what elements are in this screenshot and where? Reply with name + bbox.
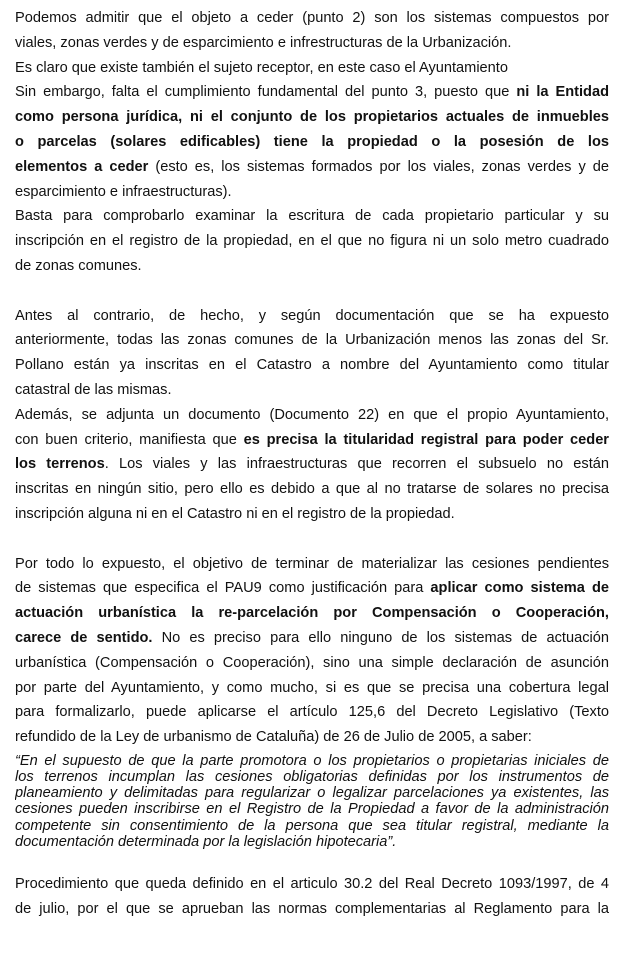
text-normal: con buen criterio, manifiesta que bbox=[15, 431, 244, 448]
text-normal: . Los viales y las infraestructuras que recorren el subsuelo no están bbox=[104, 456, 609, 473]
text-line: inscripción en el registro de la propiedad, en el que no figura ni un solo metro cuadrado bbox=[15, 233, 609, 250]
text-line: inscritas en ningún sitio, pero ello es debido a que al no tratarse de solares no precisa bbox=[15, 481, 609, 498]
text-normal: de sistemas que especifica el PAU9 como justificación para bbox=[15, 580, 431, 597]
text-line bbox=[15, 428, 609, 453]
text-line: Pollano están ya inscritas en el Catastro a nombre del Ayuntamiento como titular bbox=[15, 357, 609, 374]
text-line: Por todo lo expuesto, el objetivo de terminar de materializar las cesiones pendientes bbox=[15, 555, 609, 572]
text-bold: aplicar como sistema de bbox=[430, 580, 609, 597]
text-bold: ni la Entidad bbox=[516, 84, 609, 101]
quote-line: competente sin consentimiento de la persona que sea titular registral, mediante la bbox=[15, 817, 609, 834]
text-line bbox=[15, 105, 609, 130]
paragraph-gap bbox=[15, 279, 609, 304]
text-bold: como persona jurídica, ni el conjunto de los propietarios actuales de inmuebles bbox=[15, 109, 609, 126]
text-line: Además, se adjunta un documento (Documento 22) en que el propio Ayuntamiento, bbox=[15, 406, 609, 423]
text-bold: es precisa la titularidad registral para poder ceder bbox=[243, 431, 609, 448]
text-line: por parte del Ayuntamiento, y como mucho, si es que se precisa una cobertura legal bbox=[15, 679, 609, 696]
text-bold: los terrenos bbox=[15, 456, 105, 473]
text-line: inscripción alguna ni en el Catastro ni en el registro de la propiedad. bbox=[15, 505, 455, 522]
quote-line: los terrenos incumplan las cesiones obligatorias definidas por los instrumentos de bbox=[15, 769, 609, 786]
text-line bbox=[15, 601, 609, 626]
text-line: anteriormente, todas las zonas comunes de la Urbanización menos las zonas del Sr. bbox=[15, 332, 609, 349]
text-line: Procedimiento que queda definido en el articulo 30.2 del Real Decreto 1093/1997, de 4 bbox=[15, 876, 609, 893]
paragraph-gap bbox=[15, 850, 609, 872]
quote-line: planeamiento y delimitadas para regularizar o legalizar parcelaciones ya existentes, las bbox=[15, 785, 609, 802]
text-normal: Sin embargo, falta el cumplimiento fundamental del punto 3, puesto que bbox=[15, 84, 517, 101]
text-line bbox=[15, 80, 609, 105]
text-normal: No es preciso para ello ninguno de los sistemas de actuación bbox=[152, 629, 609, 646]
quote-line: “En el supuesto de que la parte promotora o los propietarios o propietarias iniciales de bbox=[15, 752, 609, 769]
text-normal: (esto es, los sistemas formados por los viales, zonas verdes y de bbox=[148, 158, 609, 175]
paragraph-objeto bbox=[15, 6, 609, 56]
text-line bbox=[15, 626, 609, 651]
text-line: de julio, por el que se aprueban las normas complementarias al Reglamento para la bbox=[15, 900, 609, 917]
text-line: esparcimiento e infraestructuras). bbox=[15, 183, 232, 200]
text-line: Es claro que existe también el sujeto receptor, en este caso el Ayuntamiento bbox=[15, 59, 508, 76]
text-bold: carece de sentido. bbox=[15, 629, 153, 646]
text-line bbox=[15, 576, 609, 601]
text-line: Antes al contrario, de hecho, y según documentación que se ha expuesto bbox=[15, 307, 609, 324]
text-bold: elementos a ceder bbox=[15, 158, 149, 175]
text-line bbox=[15, 452, 609, 477]
text-line: urbanística (Compensación o Cooperación), sino una simple declaración de asunción bbox=[15, 654, 609, 671]
quote-line: cesiones pueden inscribirse en el Registro de la Propiedad a favor de la administración bbox=[15, 801, 609, 818]
paragraph-sin-embargo bbox=[15, 80, 609, 204]
text-line: Basta para comprobarlo examinar la escritura de cada propietario particular y su bbox=[15, 208, 609, 225]
paragraph-basta bbox=[15, 204, 609, 278]
text-line: de zonas comunes. bbox=[15, 257, 142, 274]
legal-quote bbox=[15, 753, 609, 850]
paragraph-sujeto bbox=[15, 56, 609, 81]
text-bold: actuación urbanística la re-parcelación por Compensación o Cooperación, bbox=[15, 605, 609, 622]
text-line: catastral de las mismas. bbox=[15, 381, 172, 398]
document-page bbox=[15, 6, 609, 922]
text-line: refundido de la Ley de urbanismo de Cataluña) de 26 de Julio de 2005, a saber: bbox=[15, 729, 532, 746]
text-line: Podemos admitir que el objeto a ceder (punto 2) son los sistemas compuestos por bbox=[15, 10, 609, 26]
text-line bbox=[15, 130, 609, 155]
paragraph-procedimiento bbox=[15, 872, 609, 922]
text-line: viales, zonas verdes y de esparcimiento e infrestructuras de la Urbanización. bbox=[15, 34, 512, 51]
quote-line: documentación determinada por la legislación hipotecaria”. bbox=[15, 833, 397, 850]
text-line bbox=[15, 155, 609, 180]
paragraph-por-todo bbox=[15, 552, 609, 750]
paragraph-gap bbox=[15, 527, 609, 552]
paragraph-antes bbox=[15, 304, 609, 403]
text-line: para formalizarlo, puede aplicarse el artículo 125,6 del Decreto Legislativo (Texto bbox=[15, 704, 609, 721]
paragraph-ademas bbox=[15, 403, 609, 527]
text-bold: o parcelas (solares edificables) tiene la propiedad o la posesión de los bbox=[15, 133, 609, 150]
